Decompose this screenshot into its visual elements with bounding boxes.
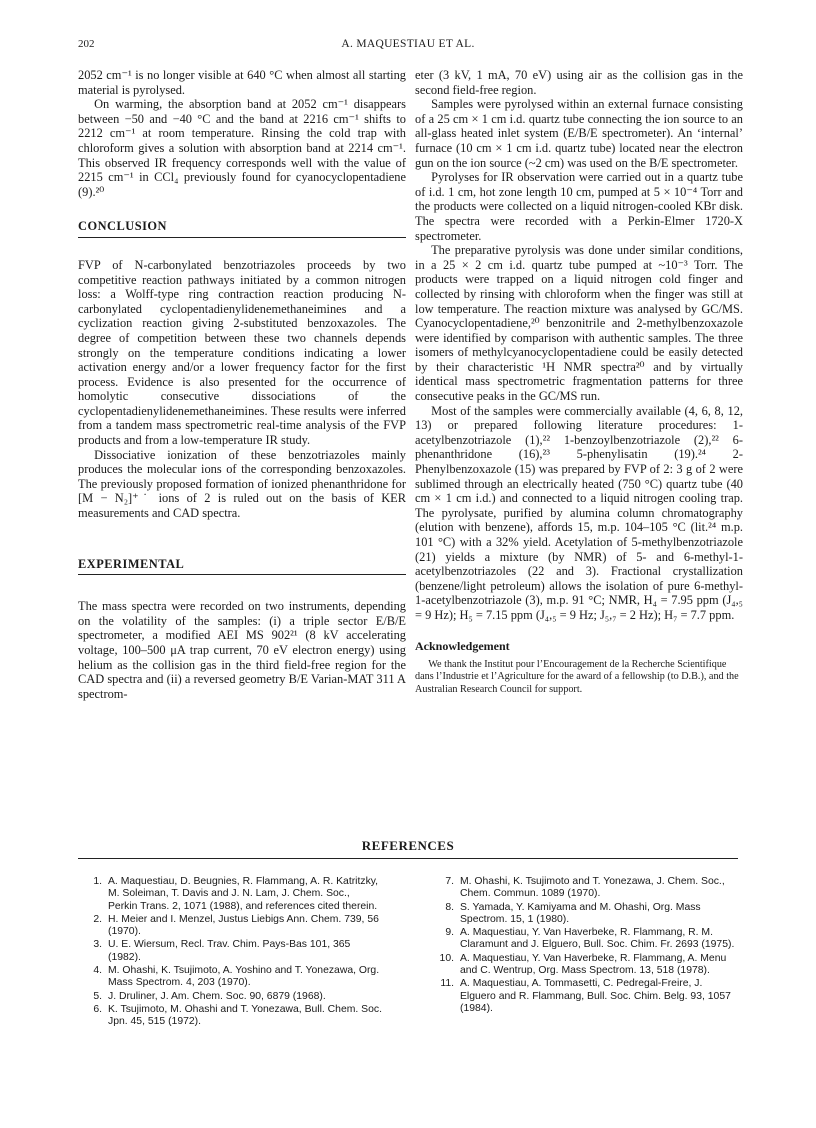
acknowledgement-text: We thank the Institut pour l’Encouragement de la Recherche Scientifique dans l’Industrie et l’Agriculture for the award of a fellowship (to D.B.), and the Australian Research Council for support. xyxy=(415,659,739,695)
running-title: A. MAQUESTIAU ET AL. xyxy=(341,38,475,50)
paragraph: eter (3 kV, 1 mA, 70 eV) using air as the collision gas in the second field-free region. xyxy=(415,68,743,97)
references-heading: REFERENCES xyxy=(78,838,738,859)
reference-item: 10. A. Maquestiau, Y. Van Haverbeke, R. Flammang, A. Menu and C. Wentrup, Org. Mass Spectrom. 13, 518 (1978). xyxy=(439,952,727,977)
reference-item: 1. A. Maquestiau, D. Beugnies, R. Flammang, A. R. Katritzky, M. Soleiman, T. Davis and J. N. Lam, J. Chem. Soc., Perkin Trans. 2, 1071 (1988), and references cited therein. xyxy=(93,876,379,912)
paragraph: FVP of N-carbonylated benzotriazoles proceeds by two competitive reaction pathways initiated by a common nitrogen loss: a Wolff-type ring contraction reaction producing N-carbonylated cyclopentadienylidenemethaneimines and a cyclization reaction giving 2-substituted benzoxazoles. The degree of competition between these two channels depends strongly on the temperature conditions indicating a lower activation energy and/or a lower frequency factor for the first process. Evidence is also presented for the occurrence of homolytic consecutive dissociations of the cyclopentadienylidenemethaneimines. These results were inferred from a tandem mass spectrometric real-time analysis of the FVP products and from a low-temperature IR study. xyxy=(78,257,406,448)
reference-item: 9. A. Maquestiau, Y. Van Haverbeke, R. Flammang, R. M. Claramunt and J. Elguero, Bull. Soc. Chim. Fr. 2693 (1975). xyxy=(445,927,735,951)
left-column xyxy=(78,68,406,701)
reference-item: 4. M. Ohashi, K. Tsujimoto, A. Yoshino and T. Yonezawa, Org. Mass Spectrom. 4, 203 (1970). xyxy=(93,965,380,989)
reference-item: 5. J. Druliner, J. Am. Chem. Soc. 90, 6879 (1968). xyxy=(93,990,326,1002)
paragraph: The preparative pyrolysis was done under similar conditions, in a 25 × 2 cm i.d. quartz tube pumped at ~10⁻³ Torr. The products were trapped on a liquid nitrogen cold finger and collected by rinsing with chloroform when the finger was still at low temperature. The reaction mixture was analysed by GC/MS. Cyanocyclopentadiene,²⁰ benzonitrile and 2-methylbenzoxazole were identified by comparison with authentic samples. The three isomers of methylcyanocyclopentadiene could be easily detected by their characteristic ¹H NMR spectra²⁰ and by virtually identical mass spectrometric fragmentation patterns for three consecutive peaks in the GC/MS run. xyxy=(415,243,743,404)
reference-item: 2. H. Meier and I. Menzel, Justus Liebigs Ann. Chem. 739, 56 (1970). xyxy=(93,913,379,938)
references-left-column xyxy=(84,876,382,1030)
right-column xyxy=(415,68,743,696)
paragraph: Most of the samples were commercially available (4, 6, 8, 12, 13) or prepared following literature procedures: 1-acetylbenzotriazole (1),²² 1-benzoylbenzotriazole (2),²² 6-phenanthridone (16),²³ 5-phenylisatin (19).²⁴ 2-Phenylbenzoxazole (15) was prepared by FVP of 2: 3 g of 2 were sublimed through an electrically heated (750 °C) quartz tube (40 cm × 1 cm i.d.) and connected to a liquid nitrogen cooling trap. The pyrolysate, purified by alumina column chromatography (elution with benzene), affords 15, m.p. 104–105 °C (lit.²⁴ m.p. 101 °C) with a 32% yield. Acetylation of 5-methylbenzotriazole (21) yields a mixture (by NMR) of 5- and 6-methyl-1-acetylbenzotriazoles (22 and 3). Fractional crystallization (benzene/light petroleum) allows the isolation of pure 6-methyl-1-acetylbenzotriazole (3), m.p. 91 °C; NMR, H₄ = 7.95 ppm (J₄,₅ = 9 Hz); H₅ = 7.15 ppm (J₄,₅ = 9 Hz; J₅,₇ = 2 Hz); H₇ = 7.7 ppm. xyxy=(415,403,743,622)
reference-item: 3. U. E. Wiersum, Recl. Trav. Chim. Pays-Bas 101, 365 (1982). xyxy=(93,939,351,963)
references-right-column xyxy=(436,876,740,1016)
reference-item: 11. A. Maquestiau, A. Tommasetti, C. Pedregal-Freire, J. Elguero and R. Flammang, Bull. Soc. Chim. Belg. 93, 1057 (1984). xyxy=(440,978,731,1014)
paragraph: Dissociative ionization of these benzotriazoles mainly produces the molecular ions of the corresponding benzoxazoles. The previously proposed formation of ionized phenanthridone for [M − N₂]⁺˙ ions of 2 is ruled out on the basis of KER measurements and CAD spectra. xyxy=(78,447,406,521)
experimental-heading: EXPERIMENTAL xyxy=(78,557,406,576)
reference-item: 7. M. Ohashi, K. Tsujimoto and T. Yonezawa, J. Chem. Soc., Chem. Commun. 1089 (1970). xyxy=(445,876,725,900)
reference-item: 6. K. Tsujimoto, M. Ohashi and T. Yonezawa, Bull. Chem. Soc. Jpn. 45, 515 (1972). xyxy=(93,1003,382,1028)
paragraph: Pyrolyses for IR observation were carried out in a quartz tube of i.d. 1 cm, hot zone length 10 cm, pumped at 5 × 10⁻⁴ Torr and the products were collected on a liquid nitrogen-cooled KBr disk. The spectra were recorded with a Perkin-Elmer 1720-X spectrometer. xyxy=(415,170,743,243)
acknowledgement-heading: Acknowledgement xyxy=(415,638,510,653)
paragraph: 2052 cm⁻¹ is no longer visible at 640 °C when almost all starting material is pyrolysed. xyxy=(78,68,406,97)
page-number: 202 xyxy=(78,38,95,50)
conclusion-heading: CONCLUSION xyxy=(78,219,406,238)
paragraph: On warming, the absorption band at 2052 cm⁻¹ disappears between −50 and −40 °C and the band at 2216 cm⁻¹ shifts to 2212 cm⁻¹ at room temperature. Rinsing the cold trap with chloroform gives a solution with absorption band at 2214 cm⁻¹. This observed IR frequency corresponds well with the value of 2215 cm⁻¹ in CCl₄ previously found for cyanocyclopentadiene (9).²⁰ xyxy=(78,97,406,199)
paragraph: Samples were pyrolysed within an external furnace consisting of a 25 cm × 1 cm i.d. quartz tube connecting the ion source to an all-glass heated inlet system (E/B/E spectrometer). An ‘internal’ furnace (10 cm × 1 cm i.d. quartz tube) located near the electron gun on the ion source (~2 cm) was used on the B/E spectrometer. xyxy=(415,97,743,170)
paragraph: The mass spectra were recorded on two instruments, depending on the volatility of the samples: (i) a triple sector E/B/E spectrometer, a modified AEI MS 902²¹ (8 kV accelerating voltage, 100–500 μA trap current, 70 eV electron energy) using helium as the collision gas in the third field-free region for the CAD spectra and (ii) a reversed geometry B/E Varian-MAT 311 A spectrom- xyxy=(78,599,406,701)
reference-item: 8. S. Yamada, Y. Kamiyama and M. Ohashi, Org. Mass Spectrom. 15, 1 (1980). xyxy=(445,901,701,925)
